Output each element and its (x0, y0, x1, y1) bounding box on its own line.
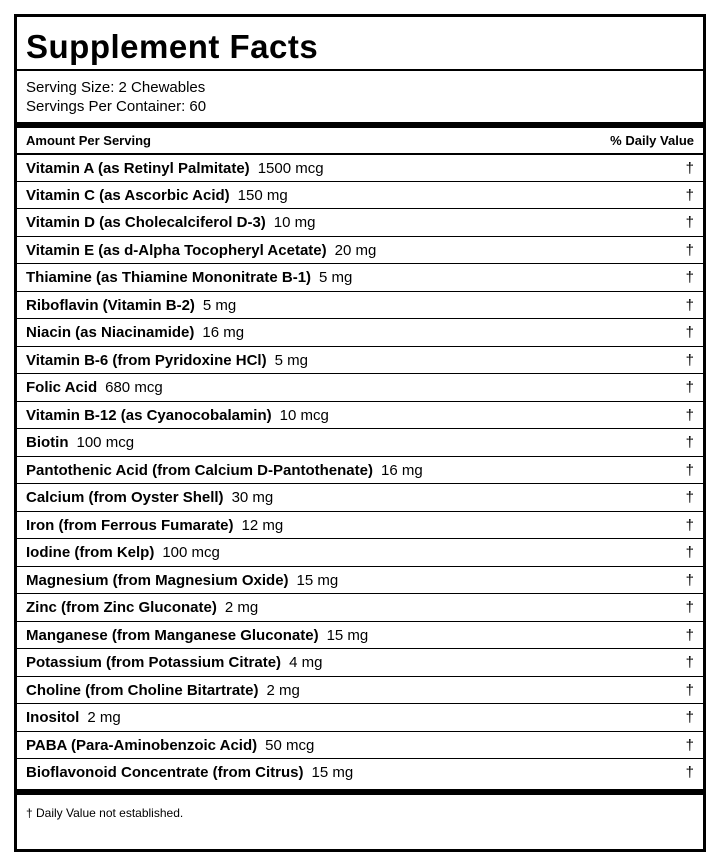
nutrient-name: Vitamin A (as Retinyl Palmitate) (26, 160, 250, 177)
nutrient-amount: 5 mg (274, 351, 308, 369)
nutrient-label (26, 159, 324, 178)
nutrient-name: Pantothenic Acid (from Calcium D-Pantothenate) (26, 461, 373, 479)
daily-value-dagger: † (685, 406, 694, 424)
nutrient-amount: 1500 mcg (257, 160, 324, 177)
daily-value-dagger: † (685, 351, 694, 369)
nutrient-row (17, 621, 703, 649)
nutrient-amount: 5 mg (319, 269, 353, 286)
daily-value-dagger: † (685, 764, 694, 781)
nutrient-name: Potassium (from Potassium Citrate) (26, 654, 282, 671)
amount-per-serving-label: Amount Per Serving (26, 133, 151, 148)
daily-value-dagger: † (685, 489, 694, 506)
nutrient-row (17, 676, 703, 704)
supplement-facts-panel (14, 14, 706, 852)
nutrient-row (17, 291, 703, 319)
nutrient-name: Bioflavonoid Concentrate (from Citrus) (26, 764, 304, 781)
daily-value-dagger: † (685, 544, 694, 561)
nutrient-label (26, 543, 220, 562)
column-header-row (17, 130, 703, 153)
footnote: † Daily Value not established. (26, 806, 184, 820)
nutrient-amount: 10 mg (273, 214, 316, 231)
nutrient-amount: 2 mg (266, 681, 300, 699)
nutrient-amount: 150 mg (237, 186, 288, 204)
daily-value-dagger: † (685, 186, 694, 204)
nutrient-label (26, 571, 338, 590)
nutrient-row (17, 731, 703, 759)
nutrient-label (26, 296, 236, 315)
nutrient-name: Manganese (from Manganese Gluconate) (26, 626, 319, 644)
nutrient-label (26, 241, 376, 260)
nutrient-label (26, 488, 273, 507)
nutrient-name: Inositol (26, 709, 80, 726)
serving-size: Serving Size: 2 Chewables (26, 79, 206, 96)
title-divider (17, 69, 703, 71)
nutrient-amount: 15 mg (296, 571, 339, 589)
nutrient-amount: 10 mcg (279, 406, 329, 424)
nutrient-amount: 30 mg (231, 489, 274, 506)
nutrient-name: Vitamin B-6 (from Pyridoxine HCl) (26, 351, 267, 369)
nutrient-row (17, 318, 703, 346)
nutrient-label (26, 378, 163, 397)
nutrient-name: Folic Acid (26, 379, 98, 396)
nutrient-name: Vitamin C (as Ascorbic Acid) (26, 186, 230, 204)
nutrient-label (26, 763, 353, 782)
nutrient-name: Vitamin B-12 (as Cyanocobalamin) (26, 406, 272, 424)
nutrient-name: Zinc (from Zinc Gluconate) (26, 599, 217, 616)
nutrient-label (26, 351, 308, 370)
nutrient-name: Riboflavin (Vitamin B-2) (26, 296, 195, 314)
nutrient-row (17, 566, 703, 594)
nutrient-label (26, 736, 314, 755)
nutrient-row (17, 703, 703, 731)
nutrient-label (26, 708, 121, 727)
nutrient-label (26, 433, 134, 452)
daily-value-dagger: † (685, 681, 694, 699)
daily-value-dagger: † (685, 160, 694, 177)
nutrient-amount: 100 mcg (76, 434, 135, 451)
nutrient-name: Thiamine (as Thiamine Mononitrate B-1) (26, 269, 312, 286)
daily-value-dagger: † (685, 214, 694, 231)
nutrient-row (17, 483, 703, 511)
daily-value-dagger: † (685, 654, 694, 671)
nutrient-name: Vitamin E (as d-Alpha Tocopheryl Acetate) (26, 241, 327, 259)
nutrient-label (26, 268, 352, 287)
daily-value-dagger: † (685, 736, 694, 754)
nutrient-name: Iron (from Ferrous Fumarate) (26, 516, 234, 534)
nutrient-amount: 20 mg (334, 241, 377, 259)
nutrient-amount: 680 mcg (105, 379, 163, 396)
nutrient-label (26, 598, 258, 617)
nutrient-amount: 4 mg (289, 654, 323, 671)
nutrient-label (26, 516, 283, 535)
nutrient-row (17, 236, 703, 264)
nutrient-name: PABA (Para-Aminobenzoic Acid) (26, 736, 258, 754)
nutrient-label (26, 681, 300, 700)
nutrient-row (17, 181, 703, 209)
nutrient-row (17, 401, 703, 429)
nutrient-row (17, 758, 703, 786)
nutrient-name: Magnesium (from Magnesium Oxide) (26, 571, 289, 589)
nutrient-label (26, 213, 316, 232)
serving-divider (17, 122, 703, 128)
nutrient-row (17, 153, 703, 181)
nutrient-row (17, 428, 703, 456)
nutrient-name: Choline (from Choline Bitartrate) (26, 681, 259, 699)
daily-value-dagger: † (685, 571, 694, 589)
daily-value-dagger: † (685, 626, 694, 644)
nutrient-amount: 2 mg (224, 599, 259, 616)
nutrient-name: Vitamin D (as Cholecalciferol D-3) (26, 214, 266, 231)
daily-value-dagger: † (685, 241, 694, 259)
daily-value-dagger: † (685, 434, 694, 451)
daily-value-dagger: † (685, 709, 694, 726)
nutrient-row (17, 263, 703, 291)
daily-value-dagger: † (685, 379, 694, 396)
daily-value-dagger: † (685, 324, 694, 341)
daily-value-label: % Daily Value (610, 133, 694, 148)
bottom-divider (17, 789, 703, 795)
nutrient-amount: 15 mg (326, 626, 369, 644)
nutrient-name: Biotin (26, 434, 69, 451)
servings-per-container: Servings Per Container: 60 (26, 98, 207, 115)
nutrient-label (26, 653, 322, 672)
nutrient-row (17, 648, 703, 676)
nutrient-row (17, 373, 703, 401)
daily-value-dagger: † (685, 269, 694, 286)
daily-value-dagger: † (685, 461, 694, 479)
nutrient-amount: 5 mg (202, 296, 237, 314)
nutrient-row (17, 346, 703, 374)
nutrient-amount: 16 mg (380, 461, 423, 479)
nutrient-amount: 2 mg (87, 709, 121, 726)
daily-value-dagger: † (685, 296, 694, 314)
nutrient-label (26, 186, 288, 205)
nutrient-name: Niacin (as Niacinamide) (26, 324, 195, 341)
daily-value-dagger: † (685, 599, 694, 616)
nutrient-row (17, 593, 703, 621)
nutrient-name: Iodine (from Kelp) (26, 544, 155, 561)
nutrient-label (26, 323, 244, 342)
nutrient-row (17, 538, 703, 566)
nutrient-row (17, 511, 703, 539)
nutrient-amount: 16 mg (202, 324, 245, 341)
nutrient-amount: 12 mg (241, 516, 284, 534)
nutrient-label (26, 461, 423, 480)
nutrient-amount: 15 mg (311, 764, 354, 781)
nutrient-label (26, 626, 368, 645)
nutrient-row (17, 456, 703, 484)
nutrient-row (17, 208, 703, 236)
nutrient-name: Calcium (from Oyster Shell) (26, 489, 224, 506)
nutrient-amount: 50 mcg (265, 736, 315, 754)
nutrient-amount: 100 mcg (162, 544, 220, 561)
panel-title: Supplement Facts (26, 28, 319, 65)
nutrient-list (17, 153, 703, 786)
nutrient-label (26, 406, 329, 425)
daily-value-dagger: † (685, 516, 694, 534)
